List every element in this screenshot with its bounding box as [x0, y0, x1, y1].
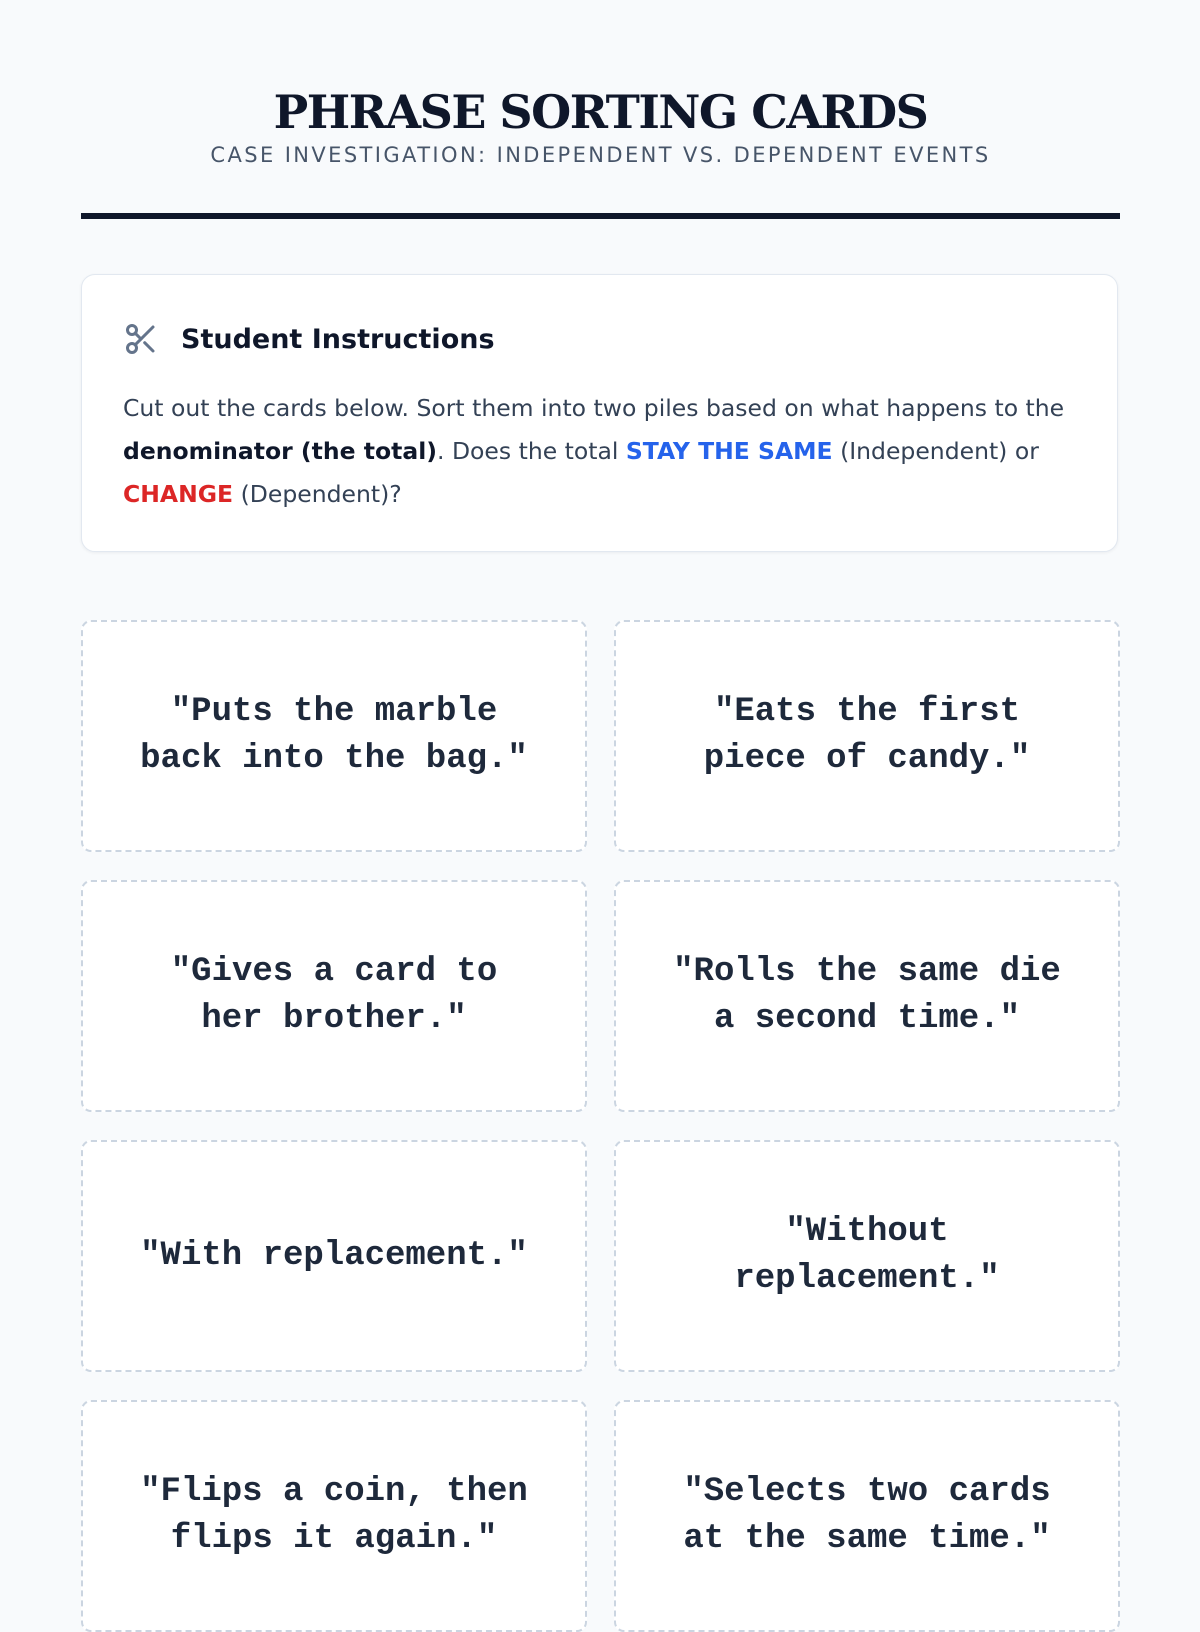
sorting-card[interactable]: [614, 620, 1120, 852]
header-divider: [81, 213, 1120, 219]
instructions-header: [123, 321, 495, 357]
instructions-text-part: Cut out the cards below. Sort them into two piles based on what happens to the: [123, 394, 1065, 422]
card-phrase: "Puts the marble back into the bag.": [140, 693, 528, 778]
sorting-card[interactable]: [81, 1400, 587, 1632]
instructions-text-part: (Independent) or: [832, 437, 1039, 465]
sorting-card[interactable]: [614, 1400, 1120, 1632]
instructions-emphasis: denominator (the total): [123, 437, 438, 465]
card-phrase: "Rolls the same die a second time.": [673, 953, 1061, 1038]
page-title: PHRASE SORTING CARDS: [273, 85, 928, 139]
card-phrase: "Eats the first piece of candy.": [703, 693, 1031, 778]
instructions-text-part: (Dependent)?: [233, 480, 402, 508]
worksheet-page: [81, 0, 1120, 1558]
instructions-title: Student Instructions: [181, 323, 495, 355]
stay-the-same-label: STAY THE SAME: [625, 437, 833, 465]
header: [81, 0, 1120, 168]
sorting-card[interactable]: [614, 1140, 1120, 1372]
card-phrase: "Flips a coin, then flips it again.": [140, 1473, 528, 1558]
sorting-card[interactable]: [81, 880, 587, 1112]
scissors-icon: [123, 321, 159, 357]
instructions-text-part: . Does the total: [437, 437, 626, 465]
instructions-text: [123, 387, 1093, 516]
card-phrase: "Gives a card to her brother.": [170, 953, 498, 1038]
sorting-card[interactable]: [614, 880, 1120, 1112]
sorting-card[interactable]: [81, 620, 587, 852]
sorting-card[interactable]: [81, 1140, 587, 1372]
page-subtitle: CASE INVESTIGATION: INDEPENDENT VS. DEPENDENT EVENTS: [210, 143, 991, 167]
card-phrase: "With replacement.": [140, 1236, 528, 1275]
card-phrase: "Selects two cards at the same time.": [683, 1473, 1051, 1558]
change-label: CHANGE: [123, 480, 234, 508]
card-phrase: "Without replacement.": [734, 1213, 1000, 1298]
instructions-box: [81, 274, 1118, 552]
